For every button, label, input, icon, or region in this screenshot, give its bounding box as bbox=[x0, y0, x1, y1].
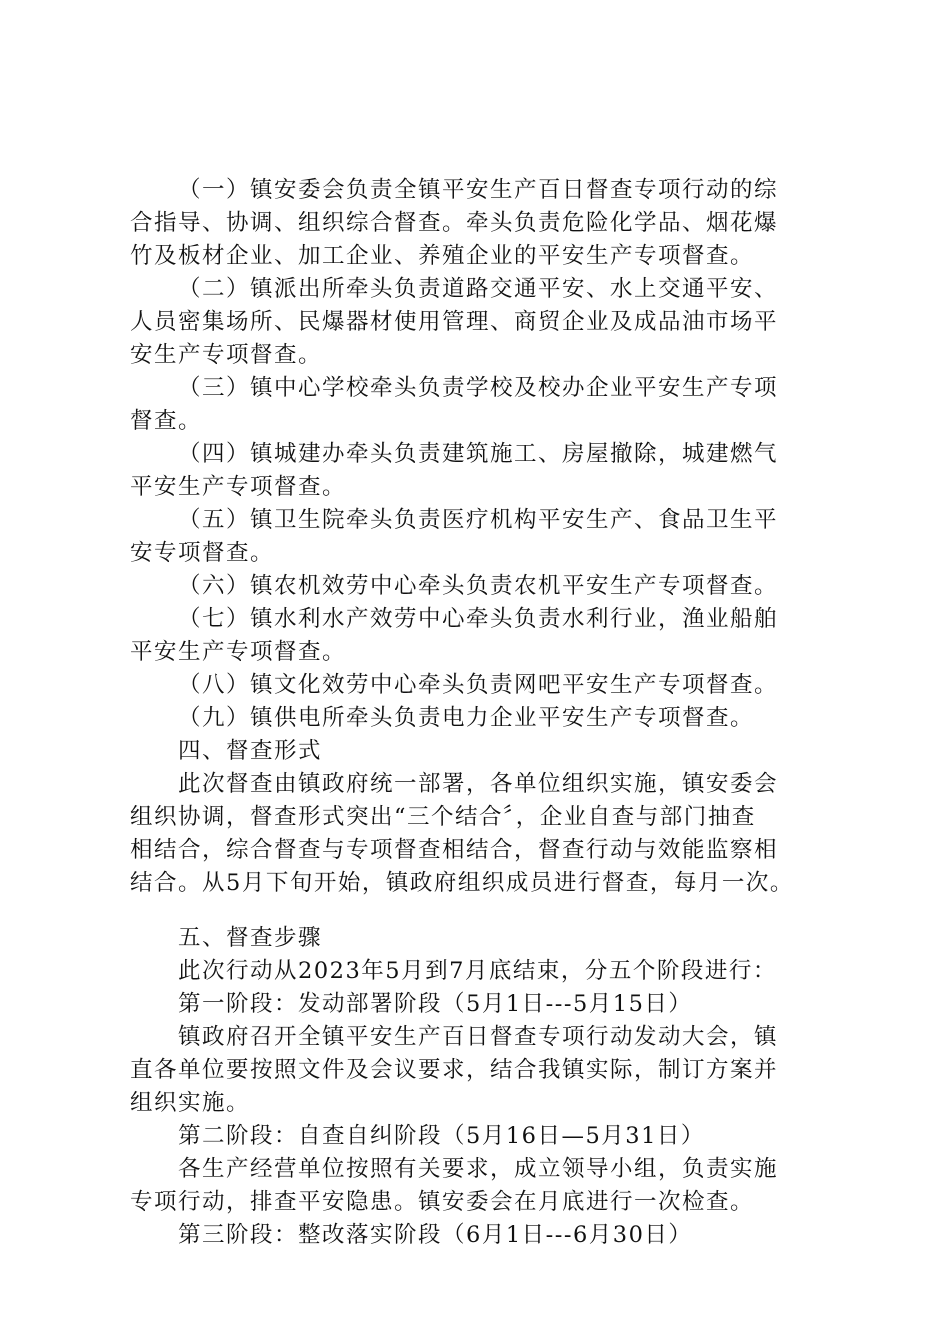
section-heading: 四、督查形式 bbox=[178, 738, 323, 764]
text-line: 安生产专项督查。 bbox=[130, 342, 323, 368]
text-line: 此次行动从2023年5月到7月底结束，分五个阶段进行： bbox=[178, 958, 777, 984]
text-line: 平安生产专项督查。 bbox=[130, 639, 347, 665]
text-line: 合指导、协调、组织综合督查。牵头负责危险化学品、烟花爆 bbox=[130, 210, 779, 236]
text-line: 组织协调，督查形式突出“三个结合〞，企业自查与部门抽查 bbox=[130, 804, 756, 830]
text-line: 人员密集场所、民爆器材使用管理、商贸企业及成品油市场平 bbox=[130, 309, 779, 335]
text-line: （七）镇水利水产效劳中心牵头负责水利行业，渔业船舶 bbox=[178, 606, 779, 632]
text-line: 督查。 bbox=[130, 408, 203, 434]
text-line: 竹及板材企业、加工企业、养殖企业的平安生产专项督查。 bbox=[130, 243, 755, 269]
text-line: （一）镇安委会负责全镇平安生产百日督查专项行动的综 bbox=[178, 177, 779, 203]
text-line: 此次督查由镇政府统一部署，各单位组织实施，镇安委会 bbox=[178, 771, 779, 797]
text-line: 组织实施。 bbox=[130, 1090, 251, 1116]
text-line: （九）镇供电所牵头负责电力企业平安生产专项督查。 bbox=[178, 705, 755, 731]
text-line: 第一阶段：发动部署阶段（5月1日---5月15日） bbox=[178, 991, 693, 1017]
text-line: （六）镇农机效劳中心牵头负责农机平安生产专项督查。 bbox=[178, 573, 779, 599]
text-line: （四）镇城建办牵头负责建筑施工、房屋撤除，城建燃气 bbox=[178, 441, 779, 467]
text-line: 相结合，综合督查与专项督查相结合，督查行动与效能监察相 bbox=[130, 837, 779, 863]
text-line: 第二阶段：自查自纠阶段（5月16日—5月31日） bbox=[178, 1123, 705, 1149]
text-line: 镇政府召开全镇平安生产百日督查专项行动发动大会，镇 bbox=[178, 1024, 779, 1050]
text-line: 第三阶段：整改落实阶段（6月1日---6月30日） bbox=[178, 1222, 693, 1248]
text-line: 直各单位要按照文件及会议要求，结合我镇实际，制订方案并 bbox=[130, 1057, 779, 1083]
text-line: （八）镇文化效劳中心牵头负责网吧平安生产专项督查。 bbox=[178, 672, 779, 698]
text-line: （二）镇派出所牵头负责道路交通平安、水上交通平安、 bbox=[178, 276, 779, 302]
text-line: （五）镇卫生院牵头负责医疗机构平安生产、食品卫生平 bbox=[178, 507, 779, 533]
text-line: 专项行动，排查平安隐患。镇安委会在月底进行一次检查。 bbox=[130, 1189, 755, 1215]
text-line: 平安生产专项督查。 bbox=[130, 474, 347, 500]
text-line: 各生产经营单位按照有关要求，成立领导小组，负责实施 bbox=[178, 1156, 779, 1182]
section-heading: 五、督查步骤 bbox=[178, 925, 323, 951]
text-line: （三）镇中心学校牵头负责学校及校办企业平安生产专项 bbox=[178, 375, 779, 401]
text-line: 安专项督查。 bbox=[130, 540, 275, 566]
text-line: 结合。从5月下旬开始，镇政府组织成员进行督查，每月一次。 bbox=[130, 870, 794, 896]
